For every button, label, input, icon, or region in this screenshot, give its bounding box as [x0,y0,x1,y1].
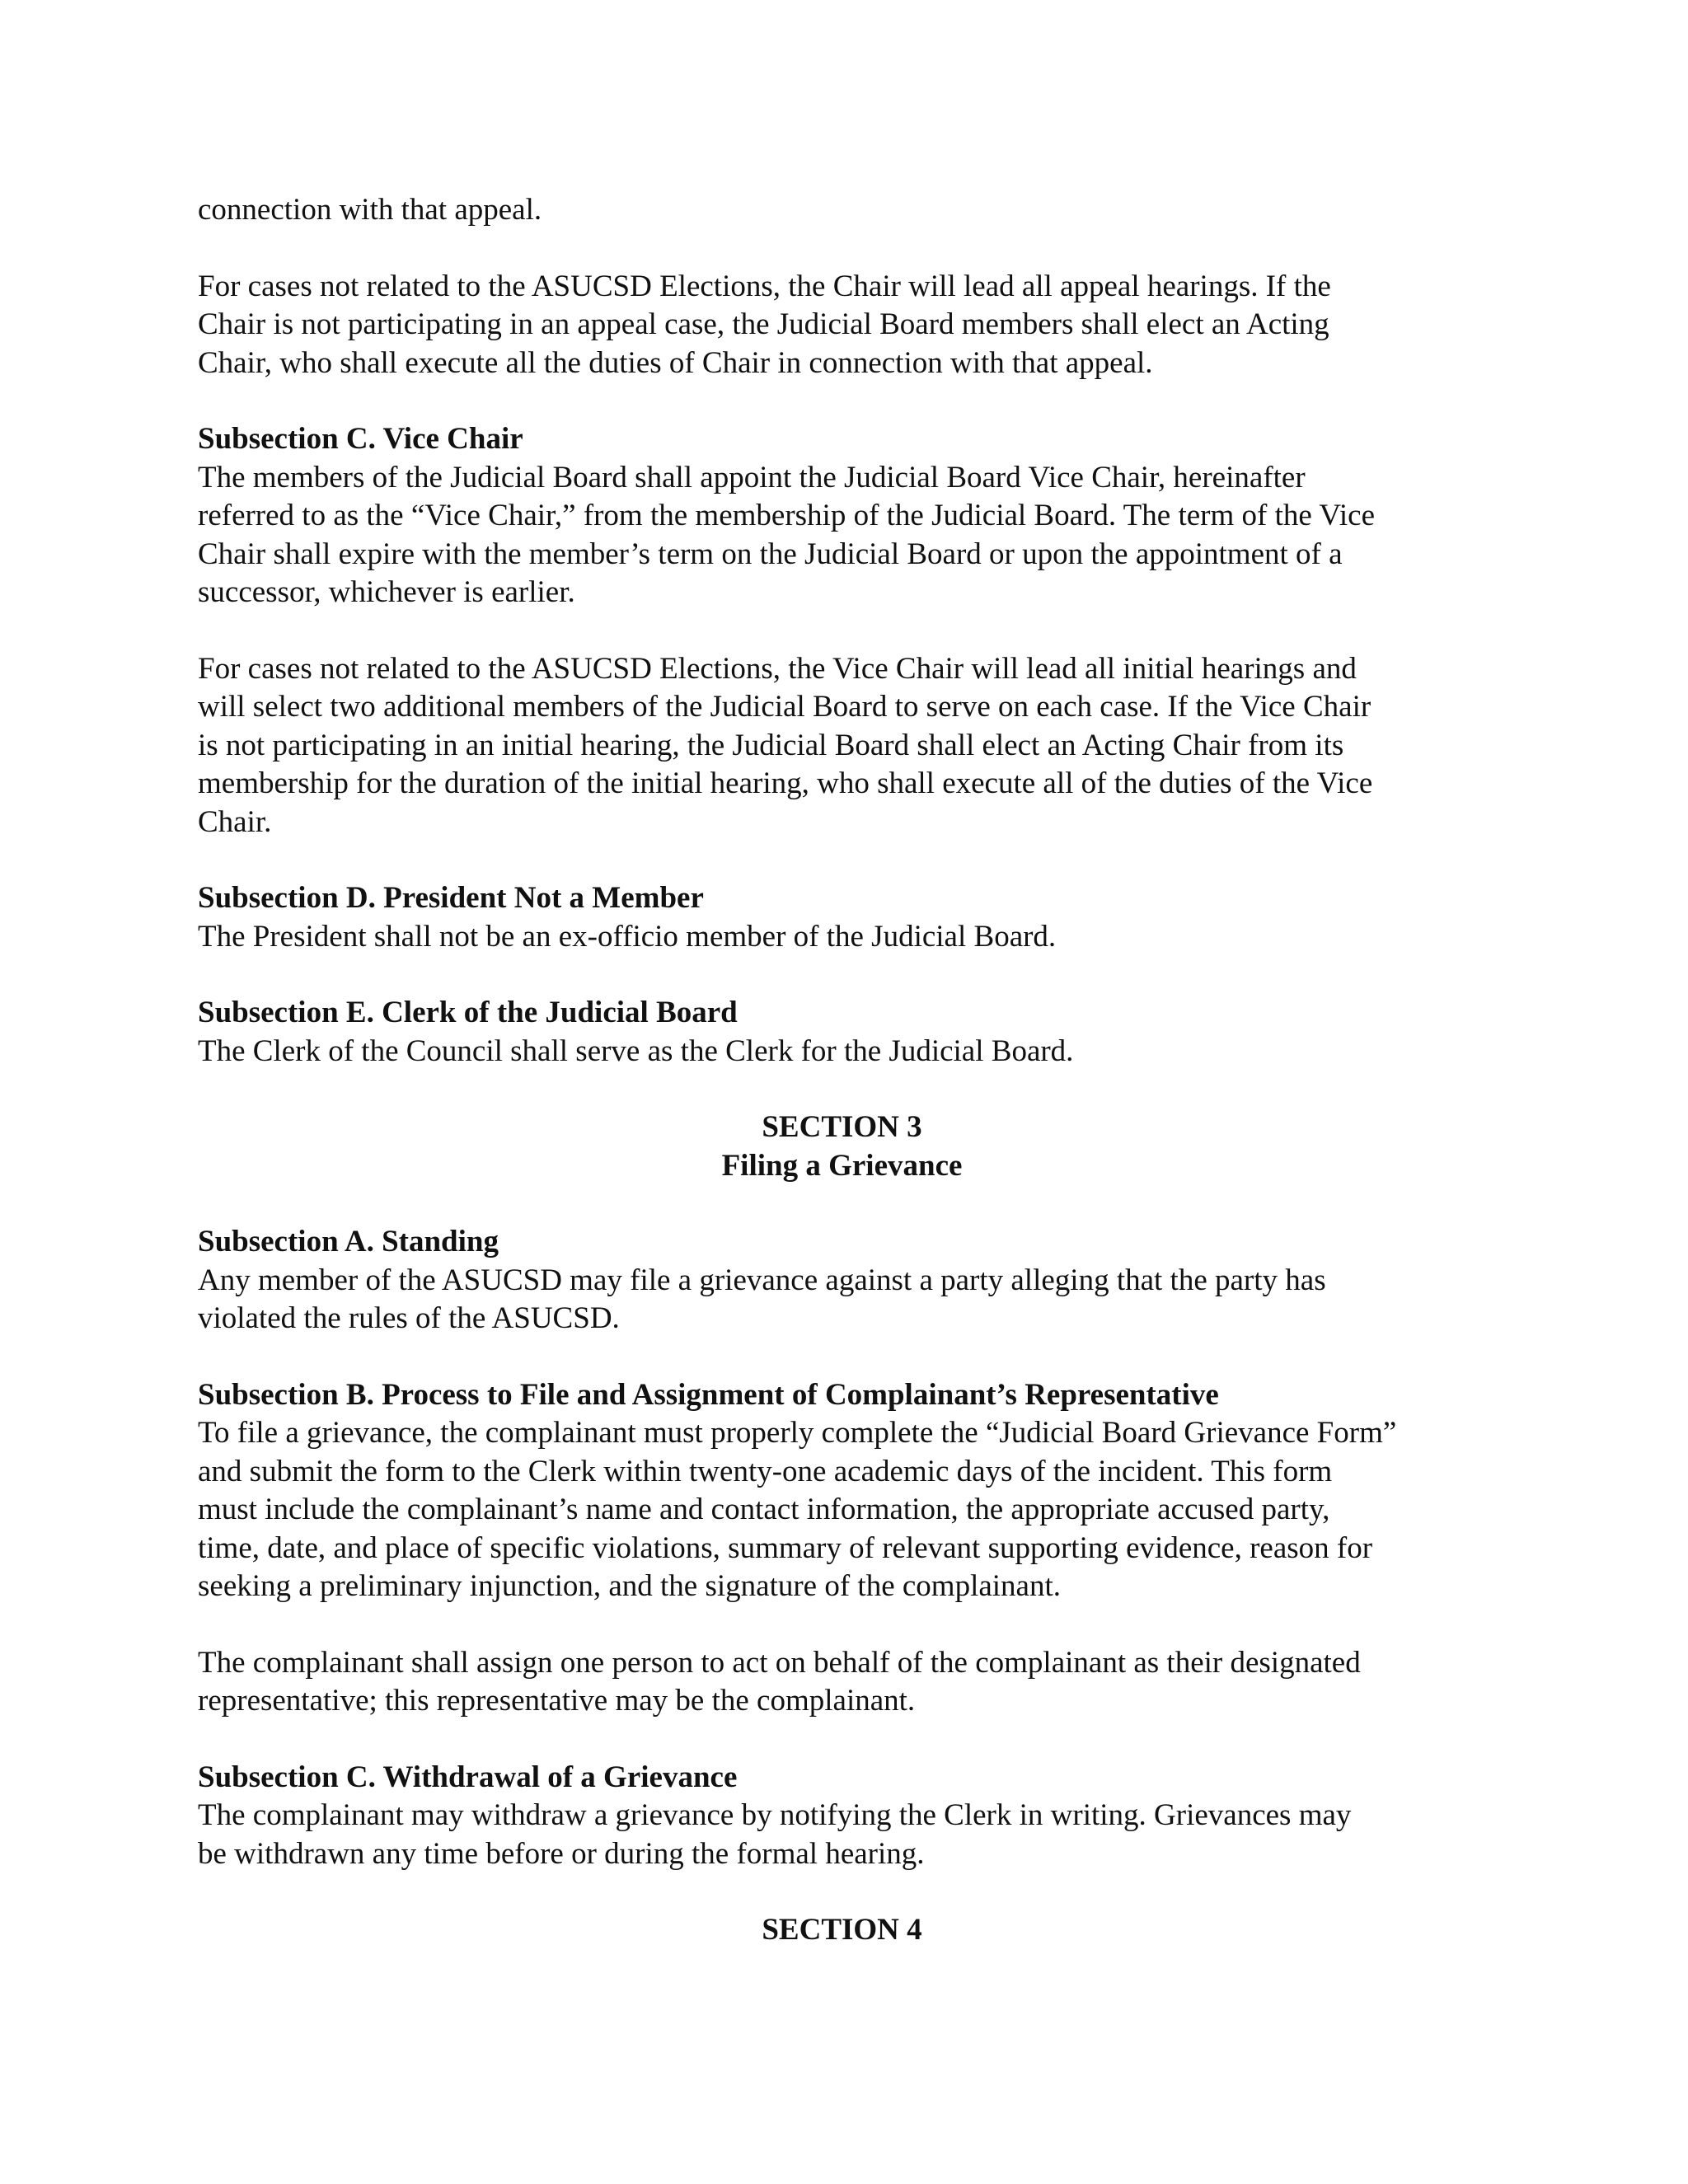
subsection-vice-chair [198,420,1517,612]
text-line: Chair shall expire with the member’s term on the Judicial Board or upon the appointment of a [198,537,1343,571]
text-line: The members of the Judicial Board shall appoint the Judicial Board Vice Chair, hereinafter [198,460,1306,494]
text-line: To file a grievance, the complainant must properly complete the “Judicial Board Grievance Form” [198,1416,1397,1450]
text-line: The complainant may withdraw a grievance by notifying the Clerk in writing. Grievances may [198,1798,1352,1832]
text-line: violated the rules of the ASUCSD. [198,1301,620,1335]
text-line: time, date, and place of specific violations, summary of relevant supporting evidence, reason for [198,1530,1373,1565]
text-line: seeking a preliminary injunction, and the signature of the complainant. [198,1569,1062,1603]
section-3-header [198,1108,1486,1185]
text-line: will select two additional members of the Judicial Board to serve on each case. If the Vice Chair [198,690,1372,724]
subsection-president-not-member [198,879,1517,956]
section-title: SECTION 3 [762,1110,922,1144]
text-line: The Clerk of the Council shall serve as the Clerk for the Judicial Board. [198,1033,1074,1068]
text-line: referred to as the “Vice Chair,” from the membership of the Judicial Board. The term of the Vice [198,499,1375,532]
text-line: Chair, who shall execute all the duties of Chair in connection with that appeal. [198,345,1153,380]
text-line: Chair is not participating in an appeal case, the Judicial Board members shall elect an Acting [198,307,1329,341]
subsection-heading: Subsection D. President Not a Member [198,881,704,915]
subsection-standing [198,1223,1517,1338]
document-page [198,191,1517,1988]
subsection-withdrawal [198,1759,1517,1874]
text-line: For cases not related to the ASUCSD Elections, the Chair will lead all appeal hearings. If the [198,269,1331,303]
paragraph-vice-chair-initial-hearings [198,650,1517,842]
text-line: and submit the form to the Clerk within twenty-one academic days of the incident. This form [198,1454,1333,1488]
text-line: The complainant shall assign one person to act on behalf of the complainant as their designated [198,1645,1361,1680]
text-line: The President shall not be an ex-officio member of the Judicial Board. [198,919,1057,954]
section-title: SECTION 4 [762,1913,922,1947]
section-4-header [198,1911,1486,1950]
paragraph-designated-representative [198,1644,1517,1721]
subsection-heading: Subsection C. Vice Chair [198,422,523,456]
subsection-heading: Subsection A. Standing [198,1225,499,1258]
text-line: must include the complainant’s name and contact information, the appropriate accused party, [198,1493,1330,1526]
text-line: Any member of the ASUCSD may file a grievance against a party alleging that the party has [198,1263,1326,1297]
paragraph-appeal-continuation [198,191,1517,230]
subsection-heading: Subsection B. Process to File and Assignment of Complainant’s Representative [198,1377,1219,1412]
subsection-heading: Subsection C. Withdrawal of a Grievance [198,1760,738,1794]
text-line: Chair. [198,804,272,839]
text-line: connection with that appeal. [198,193,542,227]
section-subtitle: Filing a Grievance [721,1148,963,1183]
subsection-heading: Subsection E. Clerk of the Judicial Board [198,996,738,1029]
subsection-clerk [198,994,1517,1071]
text-line: successor, whichever is earlier. [198,575,575,609]
text-line: representative; this representative may be the complainant. [198,1684,916,1718]
text-line: membership for the duration of the initial hearing, who shall execute all of the duties of the Vice [198,766,1373,800]
text-line: For cases not related to the ASUCSD Elections, the Vice Chair will lead all initial hearings and [198,651,1357,686]
text-line: be withdrawn any time before or during the formal hearing. [198,1836,925,1871]
paragraph-chair-appeal-hearings [198,268,1517,383]
text-line: is not participating in an initial hearing, the Judicial Board shall elect an Acting Chair from its [198,728,1344,762]
subsection-process-to-file [198,1376,1517,1606]
